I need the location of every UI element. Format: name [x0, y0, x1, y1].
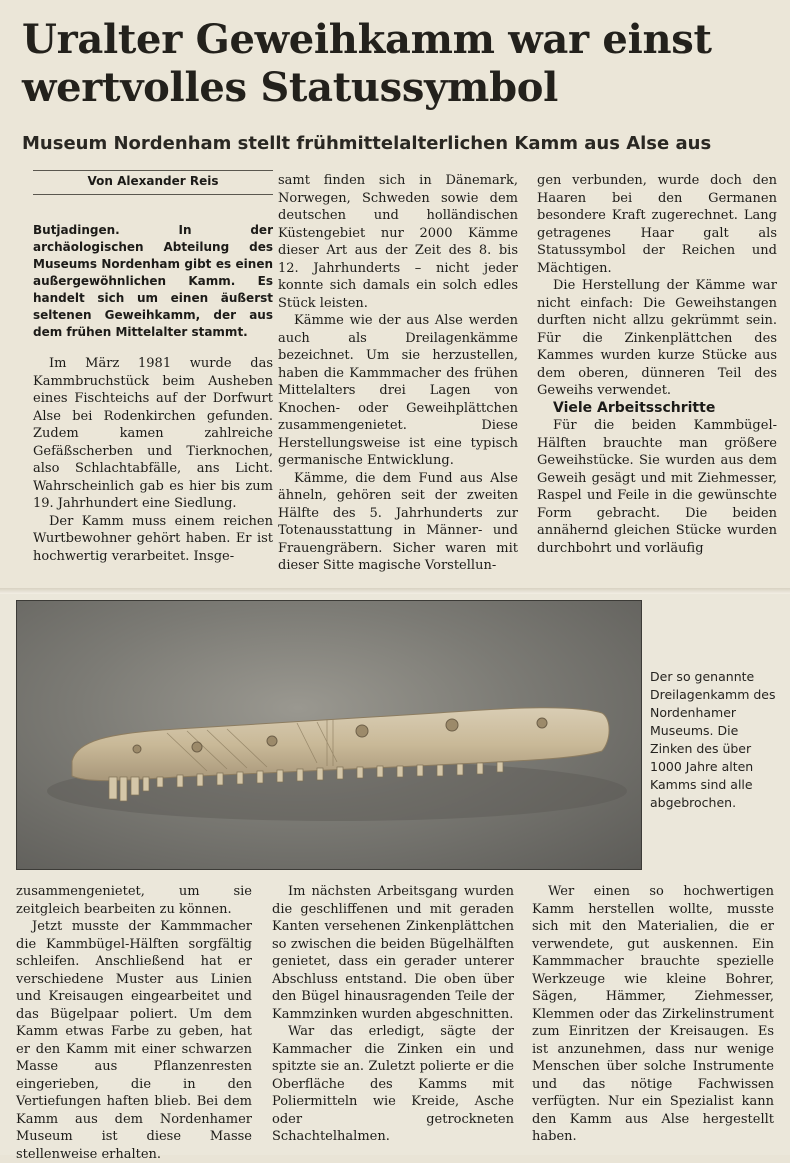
comb-photo [16, 600, 642, 870]
byline: Von Alexander Reis [87, 174, 219, 188]
paper-seam [0, 588, 790, 594]
paragraph: Kämme, die dem Fund aus Alse ähneln, gehören seit der zweiten Hälfte des 5. Jahrhunderts zur Totenausstattung in Männer- und Frauengräbern. Sicher waren mit dieser Sitte magische Vorstellun- [278, 470, 518, 573]
paragraph: Wer einen so hochwertigen Kamm herstellen wollte, musste sich mit den Materialien, die er verwendete, gut auskennen. Ein Kammmacher brauchte spezielle Werkzeuge wie kleine Bohrer, Sägen, Hämmer, Ziehmesser, Klemmen oder das Zirkelinstrument zum Einritzen der Kreisaugen. Es ist anzunehmen, dass nur wenige Menschen über solche Instrumente und das nötige Fachwissen verfügten. Nur ein Spezialist kann den Kamm aus Alse hergestellt haben. [532, 884, 774, 1144]
paragraph: gen verbunden, wurde doch den Haaren bei den Germanen besondere Kraft zugerechnet. Lang getragenes Haar galt als Statussymbol der Reichen und Mächtigen. [537, 173, 777, 276]
paragraph: zusammengenietet, um sie zeitgleich bearbeiten zu können. [16, 884, 252, 917]
paragraph: samt finden sich in Dänemark, Norwegen, Schweden sowie dem deutschen und holländischen Küstengebiet nur 2000 Kämme dieser Art aus der Zeit des 8. bis 12. Jahrhunderts – nicht jeder konnte sich damals ein solch edles Stück leisten. [278, 173, 518, 311]
column-2 [278, 172, 518, 575]
paragraph: Der Kamm muss einem reichen Wurtbewohner gehört haben. Er ist hochwertig verarbeitet. Insge- [33, 513, 273, 564]
paragraph: Im März 1981 wurde das Kammbruchstück beim Ausheben eines Fischteichs auf der Dorfwurt Alse bei Rodenkirchen gefunden. Zudem kamen zahlreiche Gefäßscherben und Tierknochen, also Schlachtabfälle, ans Licht. Wahrscheinlich gab es hier bis zum 19. Jahrhundert eine Siedlung. [33, 356, 273, 511]
headline: Uralter Geweihkamm war einst wertvolles Statussymbol [22, 16, 712, 111]
column-3 [537, 172, 777, 557]
lead-paragraph: Butjadingen. In der archäologischen Abteilung des Museums Nordenham gibt es einen außergewöhnlichen Kamm. Es handelt sich um einen äußerst seltenen Geweihkamm, der aus dem frühen Mittelalter stammt. [33, 223, 273, 339]
column-1 [33, 222, 273, 565]
column-5 [272, 883, 514, 1146]
paragraph: Kämme wie der aus Alse werden auch als Dreilagenkämme bezeichnet. Um sie herzustellen, haben die Kammmacher des frühen Mittelalters drei Lagen von Knochen- oder Geweihplättchen zusammengenietet. Diese Herstellungsweise ist eine typisch germanische Entwicklung. [278, 313, 518, 468]
paragraph: War das erledigt, sägte der Kammacher die Zinken ein und spitzte sie an. Zuletzt polierte er die Oberfläche des Kamms mit Poliermitteln wie Kreide, Asche oder getrockneten Schachtelhalmen. [272, 1024, 514, 1144]
byline-rule-top [33, 170, 273, 171]
column-6 [532, 883, 774, 1146]
paragraph: Die Herstellung der Kämme war nicht einfach: Die Geweihstangen durften nicht allzu gekrümmt sein. Für die Zinkenplättchen des Kammes wurden kurze Stücke aus dem oberen, dünneren Teil des Geweihs verwendet. [537, 278, 777, 398]
subheadline: Museum Nordenham stellt frühmittelalterlichen Kamm aus Alse aus [22, 133, 712, 154]
paragraph: Jetzt musste der Kammmacher die Kammbügel-Hälften sorgfältig schleifen. Anschließend hat er verschiedene Muster aus Linien und Kreisaugen eingearbeitet und das Bügelpaar poliert. Um dem Kamm etwas Farbe zu geben, hat er den Kamm mit einer schwarzen Masse aus Pflanzenresten eingerieben, die in den Vertiefungen haften blieb. Bei dem Kamm aus dem Nordenhamer Museum ist diese Masse stellenweise erhalten. [16, 919, 252, 1162]
comb-illustration [17, 601, 641, 869]
section-heading: Viele Arbeitsschritte [553, 399, 716, 416]
paragraph: Im nächsten Arbeitsgang wurden die geschliffenen und mit geraden Kanten versehenen Zinkenplättchen so zwischen die beiden Bügelhälften genietet, dass ein gerader unterer Abschluss entstand. Die oben über den Bügel hinausragenden Teile der Kammzinken wurden abgeschnitten. [272, 884, 514, 1022]
photo-caption: Der so genannte Dreilagenkamm des Nordenhamer Museums. Die Zinken des über 1000 Jahre alten Kamms sind alle abgebrochen. [650, 669, 776, 810]
paragraph: Für die beiden Kammbügel-Hälften brauchte man größere Geweihstücke. Sie wurden aus dem Geweih gesägt und mit Ziehmesser, Raspel und Feile in die gewünschte Form gebracht. Die beiden annähernd gleichen Stücke wurden durchbohrt und vorläufig [537, 418, 777, 556]
byline-rule-bottom [33, 194, 273, 195]
column-4 [16, 883, 252, 1163]
